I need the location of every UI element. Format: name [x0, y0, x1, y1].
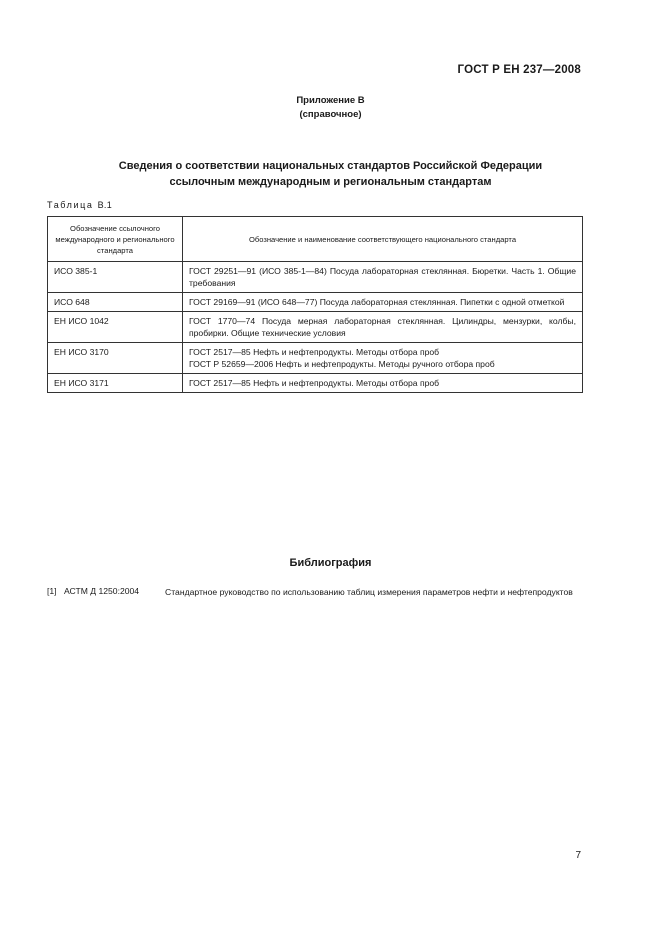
appendix-note: (справочное)	[299, 109, 362, 120]
bibliography-item-ref: АСТМ Д 1250:2004	[64, 586, 140, 596]
page-number: 7	[575, 850, 581, 861]
table-row	[48, 374, 583, 393]
section-title	[0, 158, 661, 190]
table-caption-number: В.1	[97, 200, 113, 210]
table-cell-ref: ЕН ИСО 3170	[48, 343, 183, 374]
section-title-line2: ссылочным международным и региональным стандартам	[169, 176, 492, 188]
table-cell-ref: ИСО 385-1	[48, 262, 183, 293]
table-row	[48, 312, 583, 343]
appendix-title: Приложение В	[296, 95, 365, 106]
bibliography-title: Библиография	[289, 557, 372, 569]
document-code: ГОСТ Р ЕН 237—2008	[457, 64, 581, 76]
table-cell-national	[183, 343, 583, 374]
table-cell-ref: ИСО 648	[48, 293, 183, 312]
table-header-row	[48, 217, 583, 262]
bibliography-item-text: Стандартное руководство по использованию таблиц измерения параметров нефти и нефтепродуктов	[165, 587, 573, 597]
table-row	[48, 293, 583, 312]
table-cell-national: ГОСТ 29169—91 (ИСО 648—77) Посуда лабораторная стеклянная. Пипетки с одной отметкой	[183, 293, 583, 312]
table-cell-national: ГОСТ 29251—91 (ИСО 385-1—84) Посуда лабораторная стеклянная. Бюретки. Часть 1. Общие требования	[183, 262, 583, 293]
appendix-heading	[0, 94, 661, 122]
table-row	[48, 262, 583, 293]
national-standard-line: ГОСТ 2517—85 Нефть и нефтепродукты. Методы отбора проб	[189, 347, 440, 357]
table-cell-national: ГОСТ 2517—85 Нефть и нефтепродукты. Методы отбора проб	[183, 374, 583, 393]
table-caption	[47, 200, 112, 210]
section-title-line1: Сведения о соответствии национальных стандартов Российской Федерации	[118, 160, 543, 172]
table-cell-ref: ЕН ИСО 3171	[48, 374, 183, 393]
table-header-ref: Обозначение ссылочного международного и регионального стандарта	[48, 217, 183, 262]
table-cell-ref: ЕН ИСО 1042	[48, 312, 183, 343]
table-caption-label: Таблица	[47, 200, 94, 210]
table-cell-national: ГОСТ 1770—74 Посуда мерная лабораторная стеклянная. Цилиндры, мензурки, колбы, пробирки. Общие технические условия	[183, 312, 583, 343]
national-standard-line: ГОСТ Р 52659—2006 Нефть и нефтепродукты. Методы ручного отбора проб	[189, 359, 495, 369]
table-row	[48, 343, 583, 374]
bibliography-item-number: [1]	[47, 586, 57, 596]
correspondence-table	[47, 216, 583, 393]
table-header-national: Обозначение и наименование соответствующего национального стандарта	[183, 217, 583, 262]
